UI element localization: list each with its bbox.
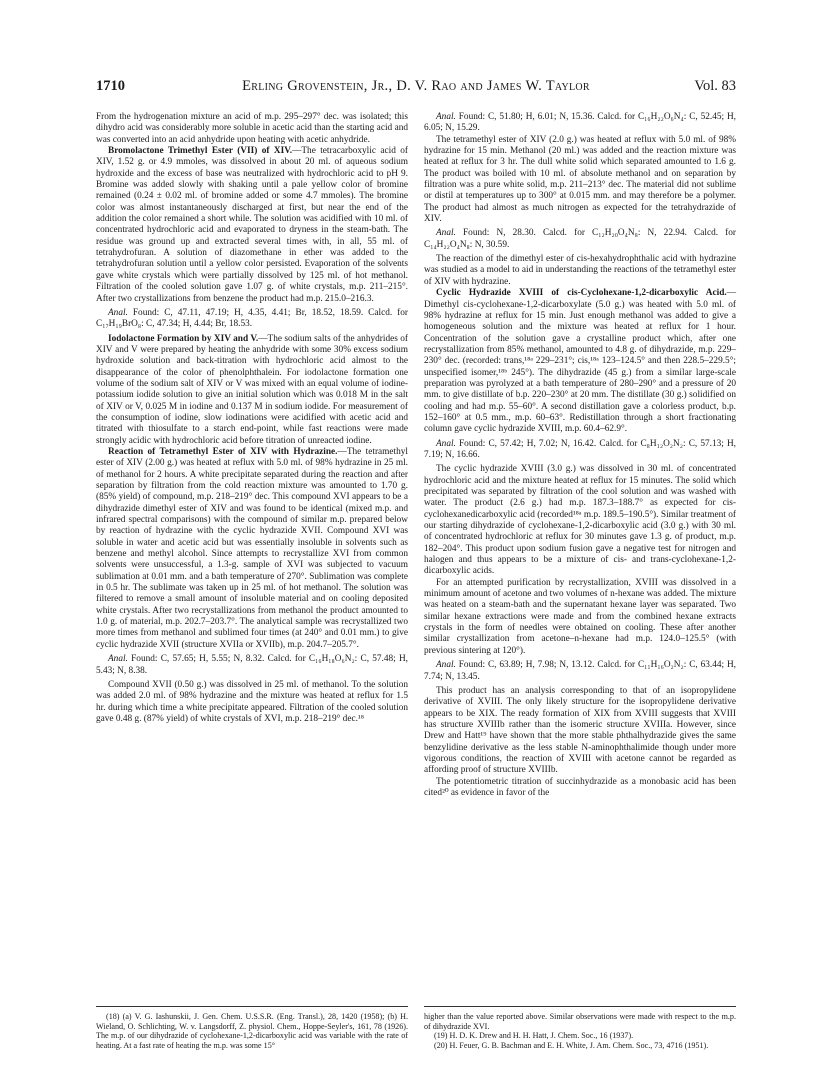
section-heading: Iodolactone Formation by XIV and V. xyxy=(108,333,259,344)
section-heading: Cyclic Hydrazide XVIII of cis-Cyclohexane-1,2-dicarboxylic Acid. xyxy=(436,288,727,299)
paragraph xyxy=(96,334,408,447)
section-heading: Bromolactone Trimethyl Ester (VII) of XIV. xyxy=(108,146,293,157)
paragraph-body: —The tetracarboxylic acid of XIV, 1.52 g. or 4.9 mmoles, was dissolved in about 20 ml. of aqueous sodium hydroxide and the excess of base was neutralized with hydrochloric acid to pH 9. Bromine was added slowly with shaking until a pale yellow color of bromine remained (0.24 ± 0.02 ml. of bromine added or some 4.7 mmoles). The bromine color was almost instantaneously discharged at first, but near the end of the addition the color remained a short while. The solution was acidified with 10 ml. of concentrated hydrochloric acid and evaporated to dryness in the steam-bath. The residue was ground up and extracted several times with, in all, 55 ml. of tetrahydrofuran. A solution of diazomethane in ether was added to the tetrahydrofuran solution until a yellow color persisted. Evaporation of the solvents gave white crystals which were partially dissolved by 125 ml. of hot methanol. Filtration of the cooled solution gave 1.07 g. of white crystals, m.p. 211–215°. After two crystallizations from benzene the product had m.p. 215.0–216.3. xyxy=(96,146,409,304)
anal-label: Anal. xyxy=(436,438,456,449)
analysis-paragraph xyxy=(424,439,736,462)
paragraph-body: Found: N, 28.30. Calcd. for C₁₂H₂₀O₄N₈: N, 22.94. Calcd. for C₁₄H₂₂O₄N₈: N, 30.59. xyxy=(424,228,737,250)
page-number: 1710 xyxy=(96,78,125,94)
left-column xyxy=(96,112,408,725)
paragraph-body: —Dimethyl cis-cyclohexane-1,2-dicarboxylate (5.0 g.) was heated with 5.0 ml. of 98% hydrazine at reflux for 15 min. Just enough methanol was added to give a homogeneous solution and the mixture was heated at reflux for 1 hour. Concentration of the solution gave a crystalline product which, after one recrystallization from 85% methanol, amounted to 4.8 g. of dihydrazide, m.p. 229–230° dec. (recorded: trans,¹⁸ᵃ 229–231°; cis,¹⁸ᵃ 123–124.5° and then 228.5–229.5°; unspecified isomer,¹⁸ᵇ 245°). The dihydrazide (45 g.) from a similar large-scale preparation was pyrolyzed at a bath temperature of 280–290° and a pressure of 20 mm. to give distillate of b.p. 220–230° at 20 mm. The distillate (30 g.) solidified on cooling and had m.p. 55–60°. A second distillation gave a colorless product, b.p. 152–160° at 0.5 mm., m.p. 60–63°. Redistillation through a short fractionating column gave cyclic hydrazide XVIII, m.p. 60.4–62.9°. xyxy=(424,288,736,435)
footnote: (19) H. D. K. Drew and H. H. Hatt, J. Chem. Soc., 16 (1937). xyxy=(434,1031,634,1041)
footnote-divider xyxy=(96,1006,408,1007)
paragraph: The cyclic hydrazide XVIII (3.0 g.) was dissolved in 30 ml. of concentrated hydrochloric acid and the mixture heated at reflux for 15 minutes. The solid which precipitated was separated by filtration of the cool solution and was washed with water. The product (2.6 g.) had m.p. 187.3–188.7° as expected for cis-cyclohexanedicarboxylic acid (recorded¹⁸ᵃ m.p. 189.5–190.5°). Similar treatment of our starting dihydrazide of cyclohexane-1,2-dicarboxylic acid (3.0 g.) with 30 ml. of concentrated hydrochloric at reflux for 30 minutes gave 1.3 g. of product, m.p. 182–204°. This product upon sodium fusion gave a negative test for nitrogen and halogen and thus appears to be a mixture of cis- and trans-cyclohexane-1,2-dicarboxylic acids. xyxy=(424,464,736,577)
paragraph: For an attempted purification by recrystallization, XVIII was dissolved in a minimum amount of acetone and two volumes of n-hexane was added. The mixture was heated on a steam-bath and the supernatant hexane layer was separated. Two similar hexane extractions were made and from the combined hexane extracts crystals in the form of needles were obtained on cooling. These after another similar crystallization from acetone–n-hexane had m.p. 124.0–125.5° (with previous sintering at 120°). xyxy=(424,577,736,656)
footnotes-left xyxy=(96,1012,408,1050)
anal-label: Anal. xyxy=(436,660,456,671)
paragraph: Compound XVII (0.50 g.) was dissolved in 25 ml. of methanol. To the solution was added 2.0 ml. of 98% hydrazine and the mixture was heated at reflux for 1.5 hr. during which time a white precipitate appeared. Filtration of the cooled solution gave 0.48 g. (87% yield) of white crystals of XVI, m.p. 218–219° dec.¹⁸ xyxy=(96,679,408,724)
paragraph-body: —The sodium salts of the anhydrides of XIV and V were prepared by heating the anhydride with some 30% excess sodium hydroxide solution and back-titration with hydrochloric acid almost to the disappearance of the color of phenolphthalein. For iodolactone formation one volume of the sodium salt of XIV or V was mixed with an equal volume of iodine-potassium iodide solution to give an initial solution which was 0.018 M in the salt of XIV or V, 0.025 M in iodine and 0.137 M in sodium iodide. For measurement of the consumption of iodine, slow iodinations were acidified with acetic acid and titrated with thiosulfate to a starch end-point, while fast reactions were made strongly acidic with hydrochloric acid before titration of unreacted iodine. xyxy=(96,333,408,446)
paragraph xyxy=(424,288,736,435)
paragraph: This product has an analysis corresponding to that of an isopropylidene derivative of XVIII. The only likely structure for the isopropylidene derivative appears to be XIX. The ready formation of XIX from XVIII suggests that XVIII has structure XVIIIb rather than the isomeric structure XVIIIa. However, since Drew and Hatt¹⁹ have shown that the more stable phthalhydrazide gives the same benzylidine derivative as the less stable N-aminophthalimide though under more vigorous conditions, the reaction of XVIII with acetone cannot be regarded as affording proof of structure XVIIIb. xyxy=(424,685,736,776)
footnote-divider xyxy=(424,1006,736,1007)
paragraph: The tetramethyl ester of XIV (2.0 g.) was heated at reflux with 5.0 ml. of 98% hydrazine for 15 min. Methanol (20 ml.) was added and the reaction mixture was heated at reflux for 3 hr. The dull white solid which separated amounted to 1.6 g. The product was boiled with 10 ml. of absolute methanol and on separation by filtration was a pure white solid, m.p. 211–213° dec. The material did not sublime or distil at temperatures up to 300° at 0.015 mm. and may therefore be a polymer. The product had almost as much nitrogen as expected for the tetrahydrazide of XIV. xyxy=(424,134,736,225)
paragraph-body: Found: C, 63.89; H, 7.98; N, 13.12. Calcd. for C₁₁H₁₆O₂N₂: C, 63.44; H, 7.74; N, 13.45. xyxy=(424,660,736,682)
paragraph-body: Found: C, 57.42; H, 7.02; N, 16.42. Calcd. for C₈H₁₂O₂N₂: C, 57.13; H, 7.19; N, 16.66. xyxy=(424,438,737,460)
paragraph-body: Found: C, 47.11, 47.19; H, 4.35, 4.41; Br, 18.52, 18.59. Calcd. for C₁₇H₁₉BrO₈: C, 47.34; H, 4.44; Br, 18.53. xyxy=(96,307,408,330)
anal-label: Anal. xyxy=(108,307,128,318)
anal-label: Anal. xyxy=(108,654,128,665)
running-header xyxy=(96,78,736,98)
paragraph-body: Found: C, 57.65; H, 5.55; N, 8.32. Calcd. for C₁₆H₁₈O₆N₂: C, 57.48; H, 5.43; N, 8.38. xyxy=(96,654,409,676)
anal-label: Anal. xyxy=(436,112,456,122)
paragraph: The potentiometric titration of succinhydrazide as a monobasic acid has been cited²⁰ as evidence in favor of the xyxy=(424,776,736,798)
paragraph: The reaction of the dimethyl ester of cis-hexahydrophthalic acid with hydrazine was studied as a model to aid in understanding the reactions of the tetramethyl ester of XIV with hydrazine. xyxy=(424,254,736,287)
paragraph xyxy=(96,447,408,651)
section-heading: Reaction of Tetramethyl Ester of XIV with Hydrazine. xyxy=(108,446,338,457)
volume-label: Vol. 83 xyxy=(694,78,736,94)
footnote: higher than the value reported above. Similar observations were made with respect to the m.p. of dihydrazide XVI. xyxy=(424,1012,736,1031)
footnote: (18) (a) V. G. Iashunskii, J. Gen. Chem. U.S.S.R. (Eng. Transl.), 28, 1420 (1958); (b) H. Wieland, O. Schlichting, W. v. Langsdorff, Z. physiol. Chem., Hoppe-Seyler's, 161, 78 (1926). The m.p. of our dihydrazide of cyclohexane-1,2-dicarboxylic acid was variable with the rate of heating. At a fast rate of heating the m.p. was some 15° xyxy=(96,1012,408,1050)
analysis-paragraph xyxy=(96,308,408,331)
footnotes-right xyxy=(424,1012,736,1050)
anal-label: Anal. xyxy=(436,228,456,239)
running-authors: Erling Grovenstein, Jr., D. V. Rao and James W. Taylor xyxy=(242,78,590,94)
footnote: (20) H. Feuer, G. B. Bachman and E. H. White, J. Am. Chem. Soc., 73, 4716 (1951). xyxy=(434,1040,709,1050)
analysis-paragraph xyxy=(424,112,736,135)
analysis-paragraph xyxy=(424,228,736,251)
paragraph-body: Found: C, 51.80; H, 6.01; N, 15.36. Calcd. for C₁₆H₂₂O₆N₄: C, 52.45; H, 6.05; N, 15.29. xyxy=(424,112,736,134)
right-column xyxy=(424,112,736,799)
paragraph-body: —The tetramethyl ester of XIV (2.00 g.) was heated at reflux with 5.0 ml. of 98% hydrazine in 25 ml. of methanol for 2 hours. A white precipitate separated during the reaction and after separation by filtration from the cold reaction mixture was amounted to 1.70 g. (85% yield) of compound, m.p. 218–219° dec. This compound XVI appears to be a dihydrazide dimethyl ester of XIV and was found to be identical (mixed m.p. and infrared spectral comparisons) with the compound of similar m.p. prepared below by reaction of hydrazine with the cyclic hydrazide XVII. Compound XVI was soluble in water and acetic acid but was essentially insoluble in solvents such as benzene and methyl alcohol. Since attempts to recrystallize XVI from common solvents were unsuccessful, a 1.3-g. sample of XVI was subjected to vacuum sublimation at 0.01 mm. and a bath temperature of 270°. Sublimation was complete in 0.5 hr. The sublimate was taken up in 25 ml. of hot methanol. The solution was filtered to remove a small amount of insoluble material and on cooling deposited white crystals. After two recrystallizations from methanol the product amounted to 1.0 g. of material, m.p. 202.7–203.7°. The analytical sample was recrystallized two more times from methanol and sublimed four times (at 240° and 0.01 mm.) to give cyclic hydrazide XVII (structure XVIIa or XVIIb), m.p. 204.7–205.7°. xyxy=(96,446,408,650)
analysis-paragraph xyxy=(96,654,408,677)
analysis-paragraph xyxy=(424,660,736,683)
paragraph: From the hydrogenation mixture an acid of m.p. 295–297° dec. was isolated; this dihydro acid was considerably more soluble in acetic acid than the starting acid and was converted into an acid anhydride upon heating with acetic anhydride. xyxy=(96,112,408,145)
paragraph xyxy=(96,146,408,305)
